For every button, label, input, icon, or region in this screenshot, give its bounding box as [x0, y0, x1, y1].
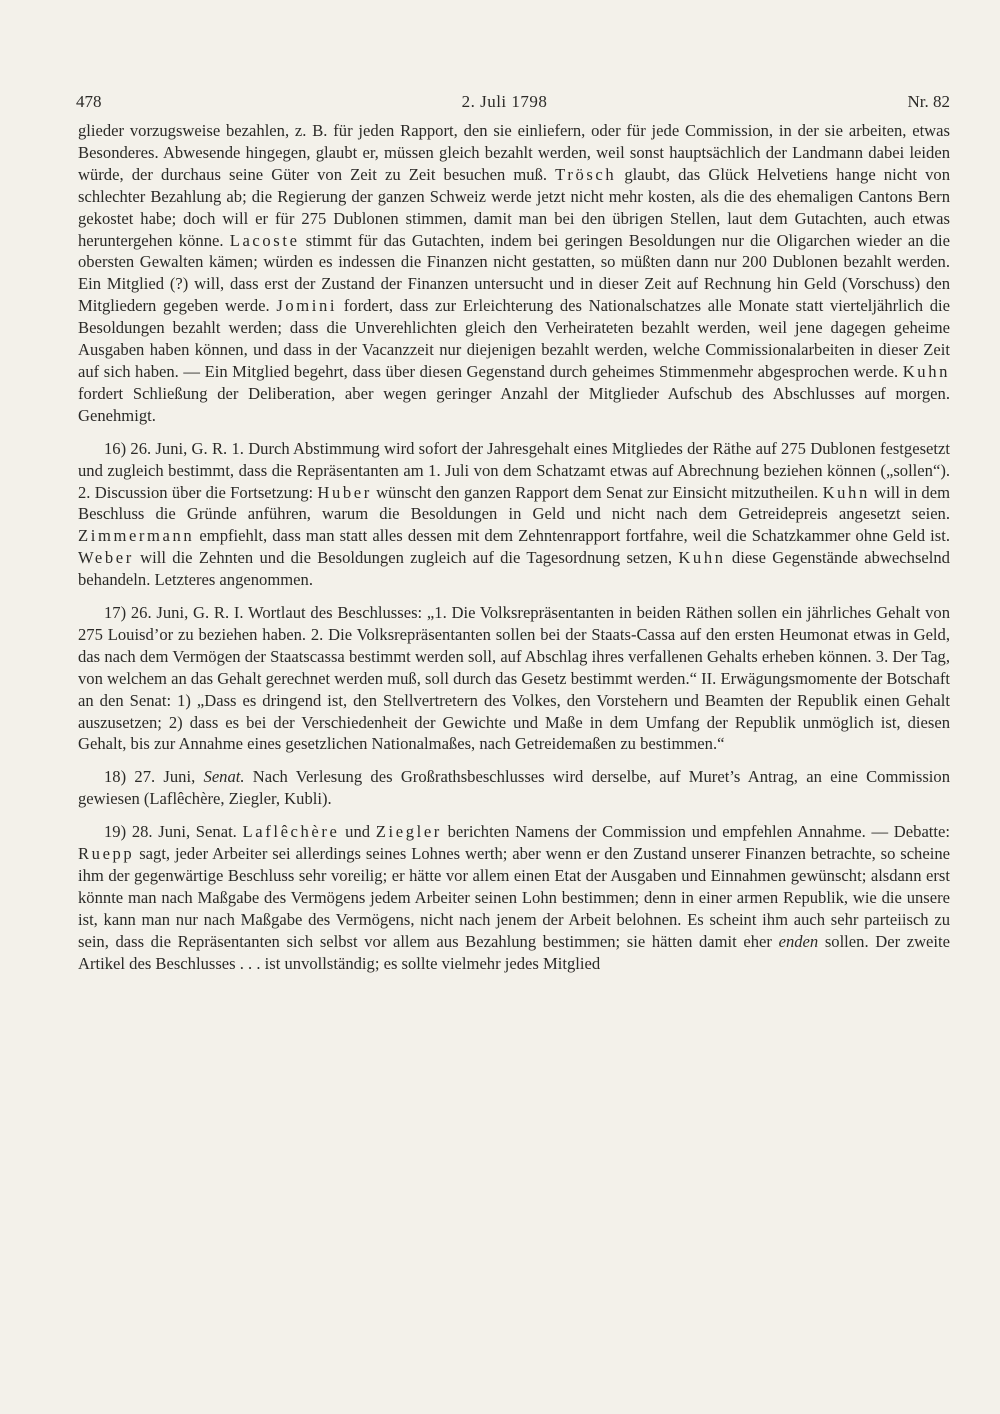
paragraph [78, 120, 950, 427]
body-text [78, 120, 950, 975]
text-run: sollen. Der zweite Artikel des Beschlusses . . . ist unvollständig; es sollte vielmehr jedes Mitglied [78, 931, 951, 973]
page-number: 478 [76, 92, 102, 111]
paragraph [78, 438, 950, 591]
speaker-name: Kuhn [902, 361, 950, 381]
text-run: empfiehlt, dass man statt alles dessen mit dem Zehntenrapport fortfahre, weil die Schatzkammer ohne Geld ist. [194, 526, 950, 546]
emphasis-text: enden [778, 931, 819, 951]
speaker-name: Trösch [555, 164, 617, 184]
paragraph [78, 602, 950, 755]
speaker-name: Ziegler [375, 822, 442, 842]
header-date: 2. Juli 1798 [461, 92, 548, 111]
speaker-name: Kuhn [678, 548, 726, 568]
text-run: Nach Verlesung des Großrathsbeschlusses wird derselbe, auf Muret’s Antrag, an eine Commission gewiesen (Laflêchère, Ziegler, Kubli). [78, 767, 950, 809]
emphasis-text: Senat. [203, 767, 245, 787]
document-number: Nr. 82 [907, 92, 950, 111]
speaker-name: Zimmermann [78, 526, 195, 546]
text-run: will in dem Beschluss die Gründe anführen, warum die Besoldungen in Geld und nicht nach dem Getreidepreis angesetzt seien. [78, 482, 950, 524]
running-header [78, 92, 950, 112]
text-run: glieder vorzugsweise bezahlen, z. B. für jeden Rapport, den sie einliefern, oder für jede Commission, in der sie arbeiten, etwas Besonderes. Abwesende hingegen, glaubt er, müssen gleich bezahlt werden, weil sonst hauptsächlich der Landmann dabei leiden würde, der durchaus seine Güter von Zeit zu Zeit besuchen muß. [78, 121, 950, 184]
text-run: 19) 28. Juni, Senat. [104, 822, 243, 842]
paragraph [78, 821, 950, 974]
text-run: fordert, dass zur Erleichterung des Nationalschatzes alle Monate statt vierteljährlich die Besoldungen bezahlt werden; dass die Unverehlichten gleich den Verheirateten bezahlt werden, weil jene dagegen geheime Ausgaben haben können, und dass in der Vacanzzeit nur diejenigen bezahlt werden, welche Commissionalarbeiten in dieser Zeit auf sich haben. — Ein Mitglied begehrt, dass über diesen Gegenstand durch geheimes Stimmenmehr abgesprochen werde. [78, 296, 950, 381]
text-run: will die Zehnten und die Besoldungen zugleich auf die Tagesordnung setzen, [133, 548, 679, 568]
speaker-name: Weber [78, 548, 134, 568]
text-run: 17) 26. Juni, G. R. I. Wortlaut des Beschlusses: „1. Die Volksrepräsentanten in beiden Räthen sollen ein jährliches Gehalt von 275 Louisd’or zu beziehen haben. 2. Die Volksrepräsentanten sollen bei der Staats-Cassa auf den ersten Heumonat etwas in Geld, das nach dem Vermögen der Staatscassa bestimmt werden soll, auf Abschlag ihres verfallenen Gehalts erheben können. 3. Der Tag, von welchem an das Gehalt gerechnet werden muß, soll durch das Gesetz bestimmt werden.“ II. Erwägungsmomente der Botschaft an den Senat: 1) „Dass es dringend ist, den Stellvertretern des Volkes, den Vorstehern und Beamten der Republik einen Gehalt auszusetzen; 2) dass es bei der Verschiedenheit der Gewichte und Maße in dem Umfang der Republik unmöglich ist, diesen Gehalt, bis zur Annahme eines gesetzlichen Nationalmaßes, nach Getreidemaßen zu bestimmen.“ [78, 603, 950, 754]
speaker-name: Ruepp [78, 844, 135, 864]
text-run: wünscht den ganzen Rapport dem Senat zur Einsicht mitzutheilen. [371, 482, 823, 502]
speaker-name: Jomini [276, 296, 338, 316]
text-run: 16) 26. Juni, G. R. 1. Durch Abstimmung wird sofort der Jahresgehalt eines Mitgliedes der Räthe auf 275 Dublonen festgesetzt und zugleich bestimmt, dass die Repräsentanten am 1. Juli von dem Schatzamt etwas auf Abrechnung beziehen können („sollen“). 2. Discussion über die Fortsetzung: [78, 438, 950, 502]
text-run: 18) 27. Juni, [104, 767, 204, 787]
text-run: berichten Namens der Commission und empfehlen Annahme. — Debatte: [441, 822, 951, 842]
text-run: glaubt, das Glück Helvetiens hange nicht von schlechter Bezahlung ab; die Regierung der ganzen Schweiz werde jetzt nicht mehr kosten, als die des ehemaligen Cantons Bern gekostet habe; doch will er für 275 Dublonen stimmen, damit man bei den übrigen Stellen, laut dem Gutachten, auch etwas heruntergehen könne. [78, 164, 950, 250]
speaker-name: Lacoste [229, 230, 300, 250]
text-run: stimmt für das Gutachten, indem bei geringen Besoldungen nur die Oligarchen wieder an die obersten Gewalten kämen; würden es indessen die Finanzen nicht gestatten, so müßten dann nur 200 Dublonen bezahlt werden. Ein Mitglied (?) will, dass erst der Zustand der Finanzen untersucht und in dieser Zeit auf Rechnung hin Geld (Vorschuss) den Mitgliedern gegeben werde. [78, 230, 950, 316]
text-run: fordert Schließung der Deliberation, aber wegen geringer Anzahl der Mitglieder Aufschub des Abschlusses auf morgen. Genehmigt. [78, 383, 950, 425]
speaker-name: Laflêchère [242, 822, 340, 842]
text-run: diese Gegenstände abwechselnd behandeln. Letzteres angenommen. [78, 548, 950, 590]
text-run: und [339, 822, 376, 842]
speaker-name: Kuhn [822, 482, 870, 502]
text-run: sagt, jeder Arbeiter sei allerdings seines Lohnes werth; aber wenn er den Zustand unserer Finanzen betrachte, so scheine ihm der gegenwärtige Beschluss sehr voreilig; er hätte vor allem einen Etat der Ausgaben und Einnahmen gewünscht; alsdann erst könnte man nach Maßgabe des Vermögens jedem Arbeiter seinen Lohn bestimmen; denn in einer armen Republik, wie die unsere ist, kann man nur nach Maßgabe des Vermögens, nicht nach jenem der Arbeit belohnen. Es scheint ihm auch sehr parteiisch zu sein, dass die Repräsentanten sich selbst vor allem aus Bezahlung bestimmen; sie hätten damit eher [78, 844, 950, 951]
speaker-name: Huber [317, 482, 372, 502]
paragraph [78, 766, 950, 810]
